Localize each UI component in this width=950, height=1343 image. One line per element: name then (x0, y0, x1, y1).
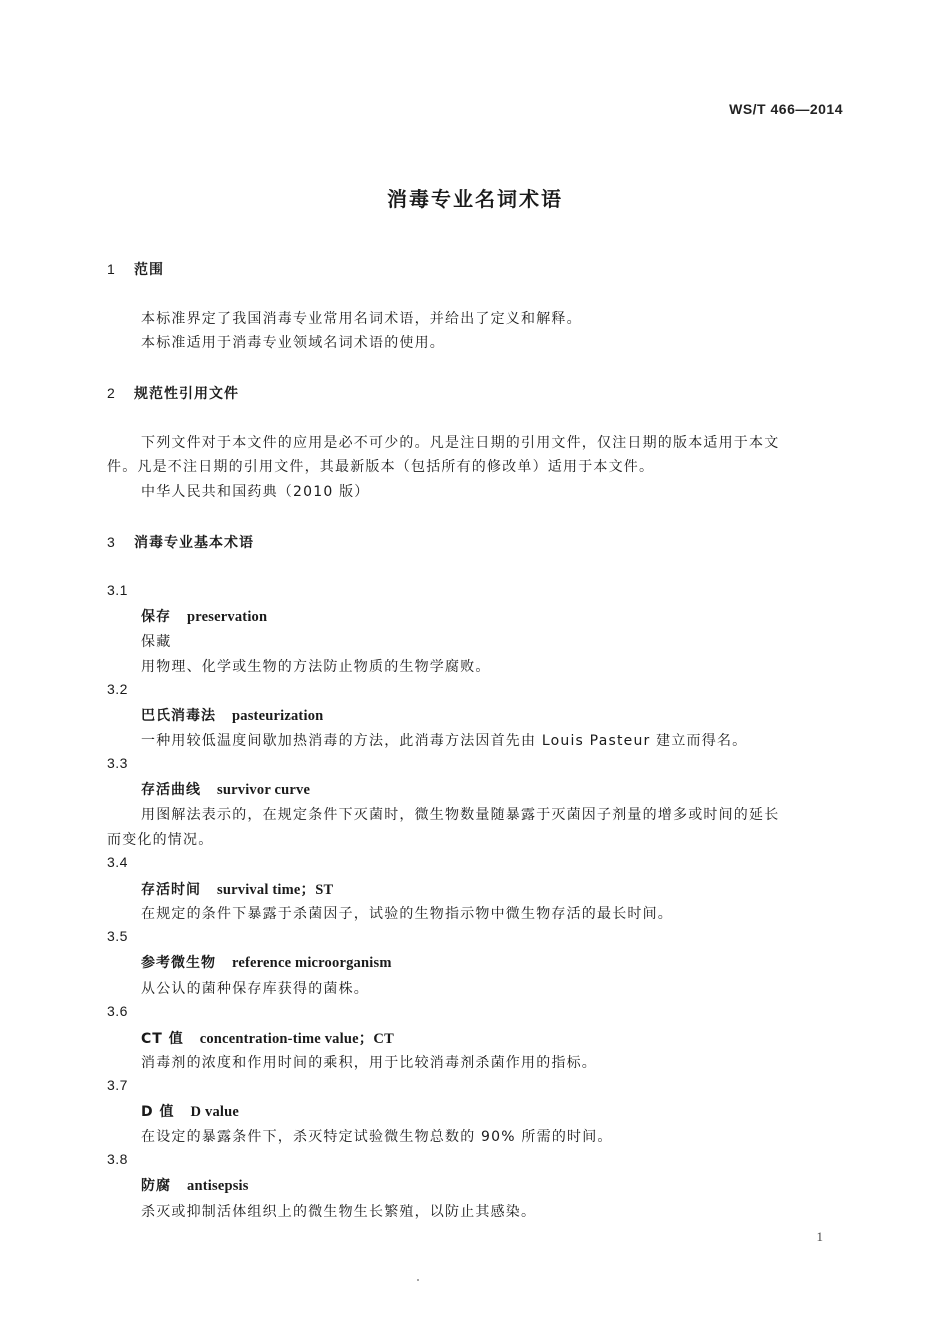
term-chinese: 参考微生物 (141, 955, 216, 971)
page-number: 1 (816, 1229, 823, 1244)
term-chinese: 巴氏消毒法 (141, 708, 216, 724)
section-title: 规范性引用文件 (134, 386, 239, 402)
term-heading (141, 606, 267, 626)
term-english: preservation (187, 609, 268, 625)
term-number: 3.1 (107, 582, 128, 598)
term-chinese: D 值 (141, 1104, 175, 1120)
term-heading (141, 705, 323, 725)
term-chinese: 存活时间 (141, 882, 201, 898)
document-title: 消毒专业名词术语 (387, 187, 563, 211)
term-definition: 一种用较低温度间歇加热消毒的方法，此消毒方法因首先由 Louis Pasteur 建立而得名。 (141, 733, 748, 749)
term-heading (141, 1175, 249, 1195)
section-number: 2 (107, 385, 116, 401)
standard-code: WS/T 466—2014 (729, 101, 843, 117)
term-definition-line-1: 用图解法表示的，在规定条件下灭菌时，微生物数量随暴露于灭菌因子剂量的增多或时间的延长 (141, 807, 780, 823)
term-english: pasteurization (232, 708, 324, 724)
term-heading (141, 1027, 394, 1048)
section-heading-references (107, 383, 239, 403)
scope-paragraph-2: 本标准适用于消毒专业领域名词术语的使用。 (141, 335, 445, 351)
term-chinese: CT 值 (141, 1031, 184, 1047)
term-number: 3.2 (107, 681, 128, 697)
term-number: 3.7 (107, 1077, 128, 1093)
term-definition: 消毒剂的浓度和作用时间的乘积，用于比较消毒剂杀菌作用的指标。 (141, 1055, 597, 1071)
term-heading (141, 952, 392, 972)
section-number: 1 (107, 261, 116, 277)
term-number: 3.3 (107, 755, 128, 771)
term-chinese: 保存 (141, 609, 171, 625)
section-title: 范围 (134, 262, 164, 278)
term-definition: 杀灭或抑制活体组织上的微生物生长繁殖，以防止其感染。 (141, 1204, 537, 1220)
scope-paragraph-1: 本标准界定了我国消毒专业常用名词术语，并给出了定义和解释。 (141, 311, 582, 327)
term-english: concentration-time value；CT (199, 1031, 394, 1047)
term-definition: 用物理、化学或生物的方法防止物质的生物学腐败。 (141, 659, 491, 675)
term-chinese: 防腐 (141, 1178, 171, 1194)
term-number: 3.6 (107, 1003, 128, 1019)
term-definition: 在设定的暴露条件下，杀灭特定试验微生物总数的 90% 所需的时间。 (141, 1129, 613, 1145)
term-number: 3.4 (107, 854, 128, 870)
term-heading (141, 1101, 239, 1121)
footer-mark (417, 1279, 419, 1281)
term-synonym: 保藏 (141, 634, 172, 650)
term-number: 3.8 (107, 1151, 128, 1167)
term-number: 3.5 (107, 928, 128, 944)
references-pharmacopoeia: 中华人民共和国药典（2010 版） (141, 484, 370, 500)
term-definition-line-2: 而变化的情况。 (107, 832, 214, 848)
section-title: 消毒专业基本术语 (134, 535, 254, 551)
term-english: D value (190, 1104, 240, 1120)
term-definition: 从公认的菌种保存库获得的菌株。 (141, 981, 369, 997)
term-english: survival time；ST (217, 882, 334, 898)
term-definition: 在规定的条件下暴露于杀菌因子，试验的生物指示物中微生物存活的最长时间。 (141, 906, 673, 922)
term-english: antisepsis (187, 1178, 249, 1194)
section-heading-terms (107, 532, 254, 552)
term-heading (141, 779, 310, 799)
term-heading (141, 878, 333, 899)
references-paragraph-line-2: 件。凡是不注日期的引用文件，其最新版本（包括所有的修改单）适用于本文件。 (107, 459, 655, 475)
term-english: survivor curve (217, 782, 311, 798)
section-number: 3 (107, 534, 116, 550)
term-chinese: 存活曲线 (141, 782, 201, 798)
section-heading-scope (107, 259, 164, 279)
references-paragraph-line-1: 下列文件对于本文件的应用是必不可少的。凡是注日期的引用文件，仅注日期的版本适用于本文 (141, 435, 780, 451)
term-english: reference microorganism (232, 955, 392, 971)
